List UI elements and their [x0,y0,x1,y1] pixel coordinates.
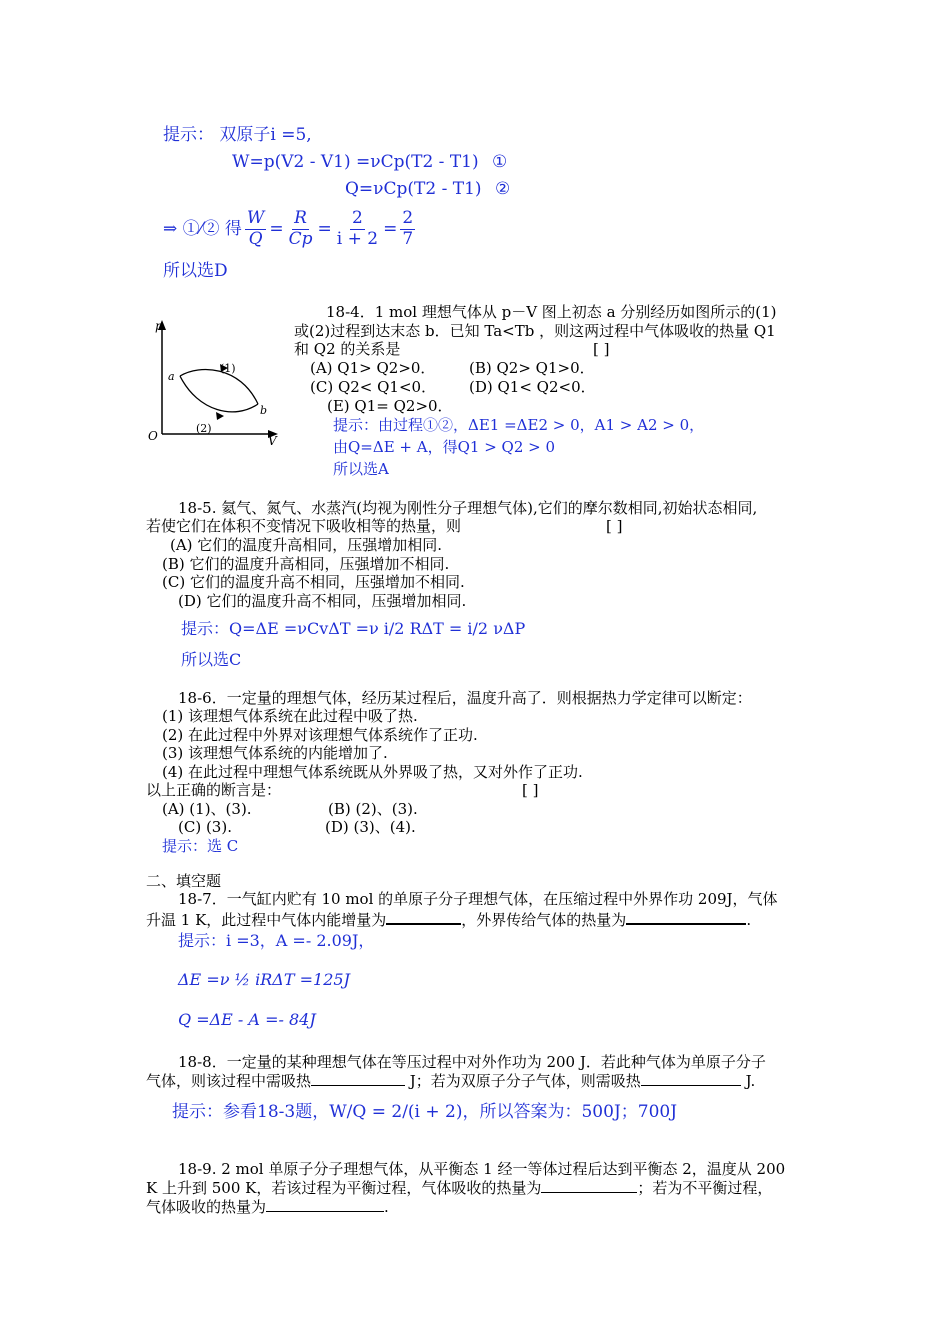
o-label: O [148,429,158,443]
fraction-w-q [245,209,266,249]
hint-184-line2: 由Q=ΔE + A，得Q1 > Q2 > 0 [333,438,556,456]
q186-option-d: (D) (3)、(4). [325,818,416,836]
frac-num: 2 [402,207,414,228]
p-label: p [155,319,163,333]
q189-line3-part1: 气体吸收的热量为 [146,1198,267,1216]
hint-187-line1: 提示：i =3，A =- 2.09J， [178,931,375,950]
q188-line2 [146,1071,755,1090]
q185-option-d: (D) 它们的温度升高不相同，压强增加相同. [178,592,467,610]
q184-option-b: (B) Q2> Q1>0． [469,359,595,377]
frac-den: i + 2 [336,228,379,249]
process-2-arrow [216,412,224,420]
q189-line3 [146,1197,389,1216]
q187-line1: 18-7．一气缸内贮有 10 mol 的单原子分子理想气体，在压缩过程中外界作功 209J，气体 [178,890,778,908]
q188-line2-part2: J；若为双原子分子气体，则需吸热 [409,1072,641,1090]
answer-blank[interactable] [266,1197,384,1212]
q186-statement-1: (1) 该理想气体系统在此过程中吸了热. [162,707,418,725]
q186-option-b: (B) (2)、(3). [328,800,418,818]
q184-line2: 或(2)过程到达末态 b．已知 Ta<Tb ，则这两过程中气体吸收的热量 Q1 [294,322,776,340]
ratio-equation: ⇒ ①⁄② 得 $\frac{W}{Q}$ = $\frac{R}{Cp}$ = $\frac{2}{i + 2}$ = $\frac{2}{7}$ [163,207,414,249]
q185-option-b: (B) 它们的温度升高相同，压强增加不相同. [162,555,450,573]
a-label: a [168,370,175,383]
frac-den: 7 [402,228,414,249]
q189-line2-part1: K 上升到 500 K，若该过程为平衡过程，气体吸收的热量为 [146,1179,542,1197]
q186-lead: 以上正确的断言是： [146,781,282,799]
q185-line2: 若使它们在体积不变情况下吸收相等的热量，则 [146,517,462,535]
answer-blank[interactable] [641,1071,741,1086]
q189-line2-part2: ；若为不平衡过程， [637,1179,773,1197]
q186-statement-4: (4) 在此过程中理想气体系统既从外界吸了热，又对外作了正功. [162,763,583,781]
ratio-prefix: ⇒ ①⁄② 得 [163,219,242,239]
frac-num: R [294,207,307,228]
q186-bracket: [ ] [522,781,539,799]
hint-187-line2: ΔE =ν ½ iRΔT =125J [178,970,350,989]
answer-blank[interactable] [386,909,461,925]
hint-label: 提示： [163,125,214,145]
q184-option-a: (A) Q1> Q2>0． [310,359,436,377]
q185-option-a: (A) 它们的温度升高相同，压强增加相同. [170,536,443,554]
frac-den: Cp [288,228,313,249]
fraction-2-i2 [335,209,380,249]
c2-label: (2) [196,422,212,435]
process-2-curve [180,376,258,412]
hint-184-line1: 提示：由过程①②，ΔE1 =ΔE2 > 0，A1 > A2 > 0， [333,416,705,434]
frac-num: 2 [352,207,363,228]
q186-line1: 18-6．一定量的理想气体，经历某过程后，温度升高了．则根据热力学定律可以断定： [178,689,752,707]
answer-183: 所以选D [163,261,228,281]
q184-line1: 18-4．1 mol 理想气体从 p－V 图上初态 a 分别经历如图所示的(1) [326,303,777,321]
q184-option-e: (E) Q1= Q2>0． [327,397,453,415]
fraction-r-cp [287,209,315,249]
q186-option-a: (A) (1)、(3). [162,800,252,818]
equation-1 [232,153,507,171]
q187-line2 [146,909,751,929]
answer-blank[interactable] [626,909,746,925]
section-heading: 二、填空题 [146,872,222,890]
v-label: V [268,434,277,448]
q184-bracket: [ ] [593,340,610,358]
b-label: b [260,404,268,417]
frac-den: Q [248,228,263,249]
hint-187-line3: Q =ΔE - A =- 84J [178,1010,316,1029]
q189-line3-part2: . [384,1198,389,1216]
q189-line2 [146,1178,772,1197]
c1-label: (1) [220,362,236,375]
hint-185: 提示：Q=ΔE =νCvΔT =ν i/2 RΔT = i/2 νΔP [181,619,526,638]
q186-option-c: (C) (3). [178,818,232,836]
q189-line1: 18-9. 2 mol 单原子分子理想气体，从平衡态 1 经一等体过程后达到平衡态 2，温度从 200 [178,1160,786,1178]
q184-option-d: (D) Q1< Q2<0． [469,378,596,396]
q185-bracket: [ ] [606,517,623,535]
q185-line1: 18-5. 氦气、氮气、水蒸汽(均视为刚性分子理想气体),它们的摩尔数相同,初始状态相同, [178,499,758,517]
answer-185: 所以选C [181,650,242,669]
q186-statement-3: (3) 该理想气体系统的内能增加了. [162,744,388,762]
answer-186: 提示：选 C [162,837,239,855]
q187-line2-part3: . [746,911,752,929]
equation-1-text: W=p(V2 - V1) =νCp(T2 - T1) [232,152,479,172]
fraction-2-7 [400,209,415,249]
answer-184: 所以选A [333,460,389,478]
q186-statement-2: (2) 在此过程中外界对该理想气体系统作了正功. [162,726,478,744]
hint-text: 双原子i =5, [219,125,312,145]
hint-183 [163,126,312,144]
frac-num: W [246,207,265,228]
q184-line3: 和 Q2 的关系是 [294,340,401,358]
q187-line2-part2: ，外界传给气体的热量为 [461,911,627,929]
q184-option-c: (C) Q2< Q1<0． [310,378,437,396]
q188-line2-part1: 气体，则该过程中需吸热 [146,1072,312,1090]
answer-blank[interactable] [541,1178,637,1193]
hint-188: 提示：参看18-3题，W/Q = 2/(i + 2)，所以答案为：500J；700J [172,1102,678,1122]
circled-two: ② [494,179,511,199]
answer-blank[interactable] [311,1071,405,1086]
q187-line2-part1: 升温 1 K，此过程中气体内能增量为 [146,911,387,929]
q188-line1: 18-8．一定量的某种理想气体在等压过程中对外作功为 200 J．若此种气体为单原子分子 [178,1053,766,1071]
pv-diagram [140,312,290,452]
circled-one: ① [492,152,508,172]
q185-option-c: (C) 它们的温度升高不相同，压强增加不相同. [162,573,465,591]
process-1-curve [180,369,258,404]
equation-2-text: Q=νCp(T2 - T1) [345,179,482,199]
q188-line2-part3: J. [745,1072,756,1090]
equation-2 [345,180,510,198]
